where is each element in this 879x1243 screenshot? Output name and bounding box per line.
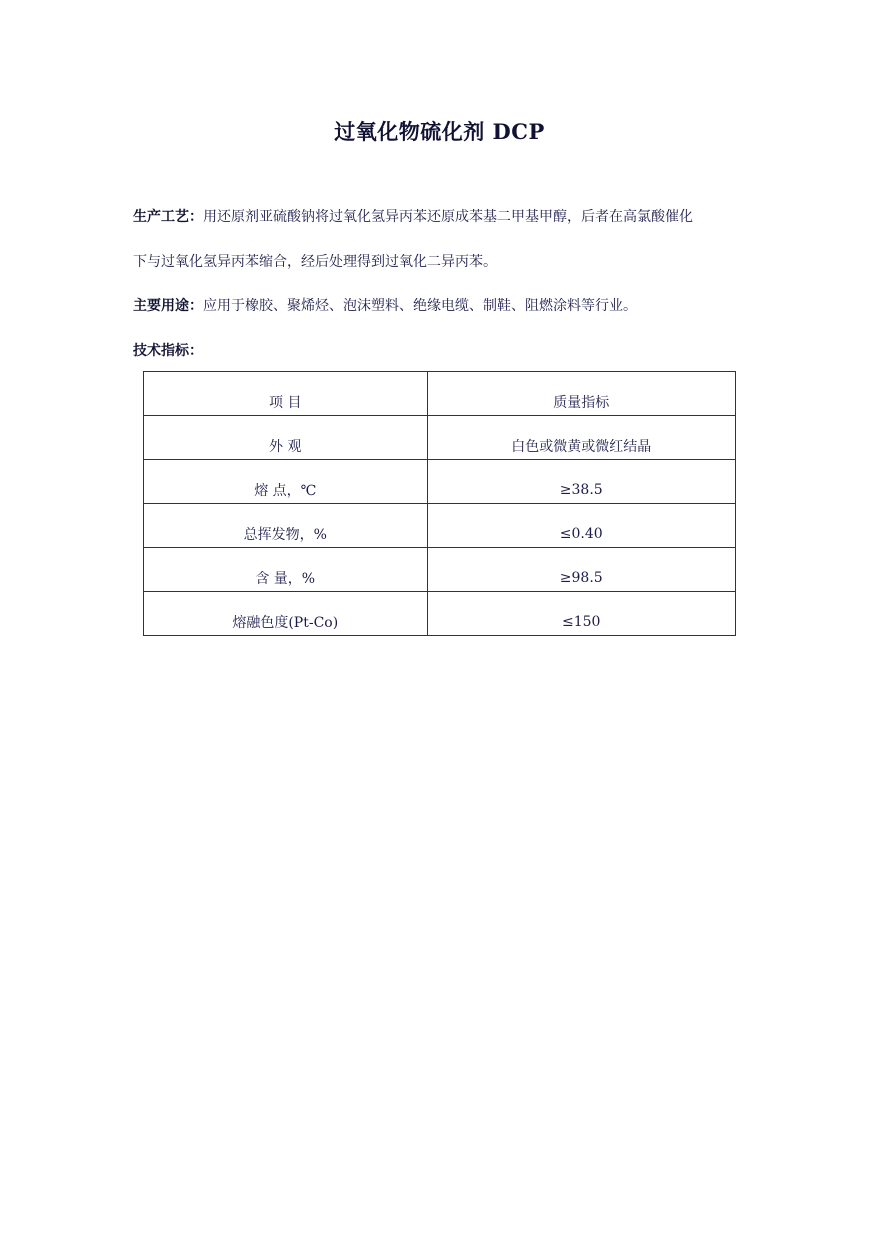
value-cell: ≤150 — [427, 592, 736, 636]
value-cell: ≥98.5 — [427, 548, 736, 592]
table-row — [144, 548, 736, 592]
specs-heading — [133, 341, 753, 361]
process-text-line1: 用还原剂亚硫酸钠将过氧化氢异丙苯还原成苯基二甲基甲醇，后者在高氯酸催化 — [203, 209, 693, 225]
specs-label: 技术指标： — [133, 343, 203, 359]
header-item-cell: 项 目 — [144, 372, 428, 416]
item-cell: 外 观 — [144, 416, 428, 460]
usage-paragraph — [133, 296, 753, 316]
process-paragraph-continued — [133, 252, 753, 272]
value-cell: 白色或微黄或微红结晶 — [427, 416, 736, 460]
item-cell: 含 量，% — [144, 548, 428, 592]
table-row — [144, 460, 736, 504]
process-paragraph — [133, 207, 753, 227]
process-text-line2: 下与过氧化氢异丙苯缩合，经后处理得到过氧化二异丙苯。 — [133, 254, 497, 270]
table-row — [144, 504, 736, 548]
header-value-cell: 质量指标 — [427, 372, 736, 416]
item-cell: 熔 点，℃ — [144, 460, 428, 504]
specs-table — [143, 371, 736, 636]
item-cell: 总挥发物，% — [144, 504, 428, 548]
item-cell: 熔融色度(Pt-Co) — [144, 592, 428, 636]
value-cell: ≥38.5 — [427, 460, 736, 504]
table-row — [144, 416, 736, 460]
value-cell: ≤0.40 — [427, 504, 736, 548]
usage-text: 应用于橡胶、聚烯烃、泡沫塑料、绝缘电缆、制鞋、阻燃涂料等行业。 — [203, 298, 637, 314]
document-title: 过氧化物硫化剂 DCP — [334, 119, 545, 144]
usage-label: 主要用途： — [133, 298, 203, 314]
process-label: 生产工艺： — [133, 209, 203, 225]
table-row — [144, 592, 736, 636]
table-header-row — [144, 372, 736, 416]
